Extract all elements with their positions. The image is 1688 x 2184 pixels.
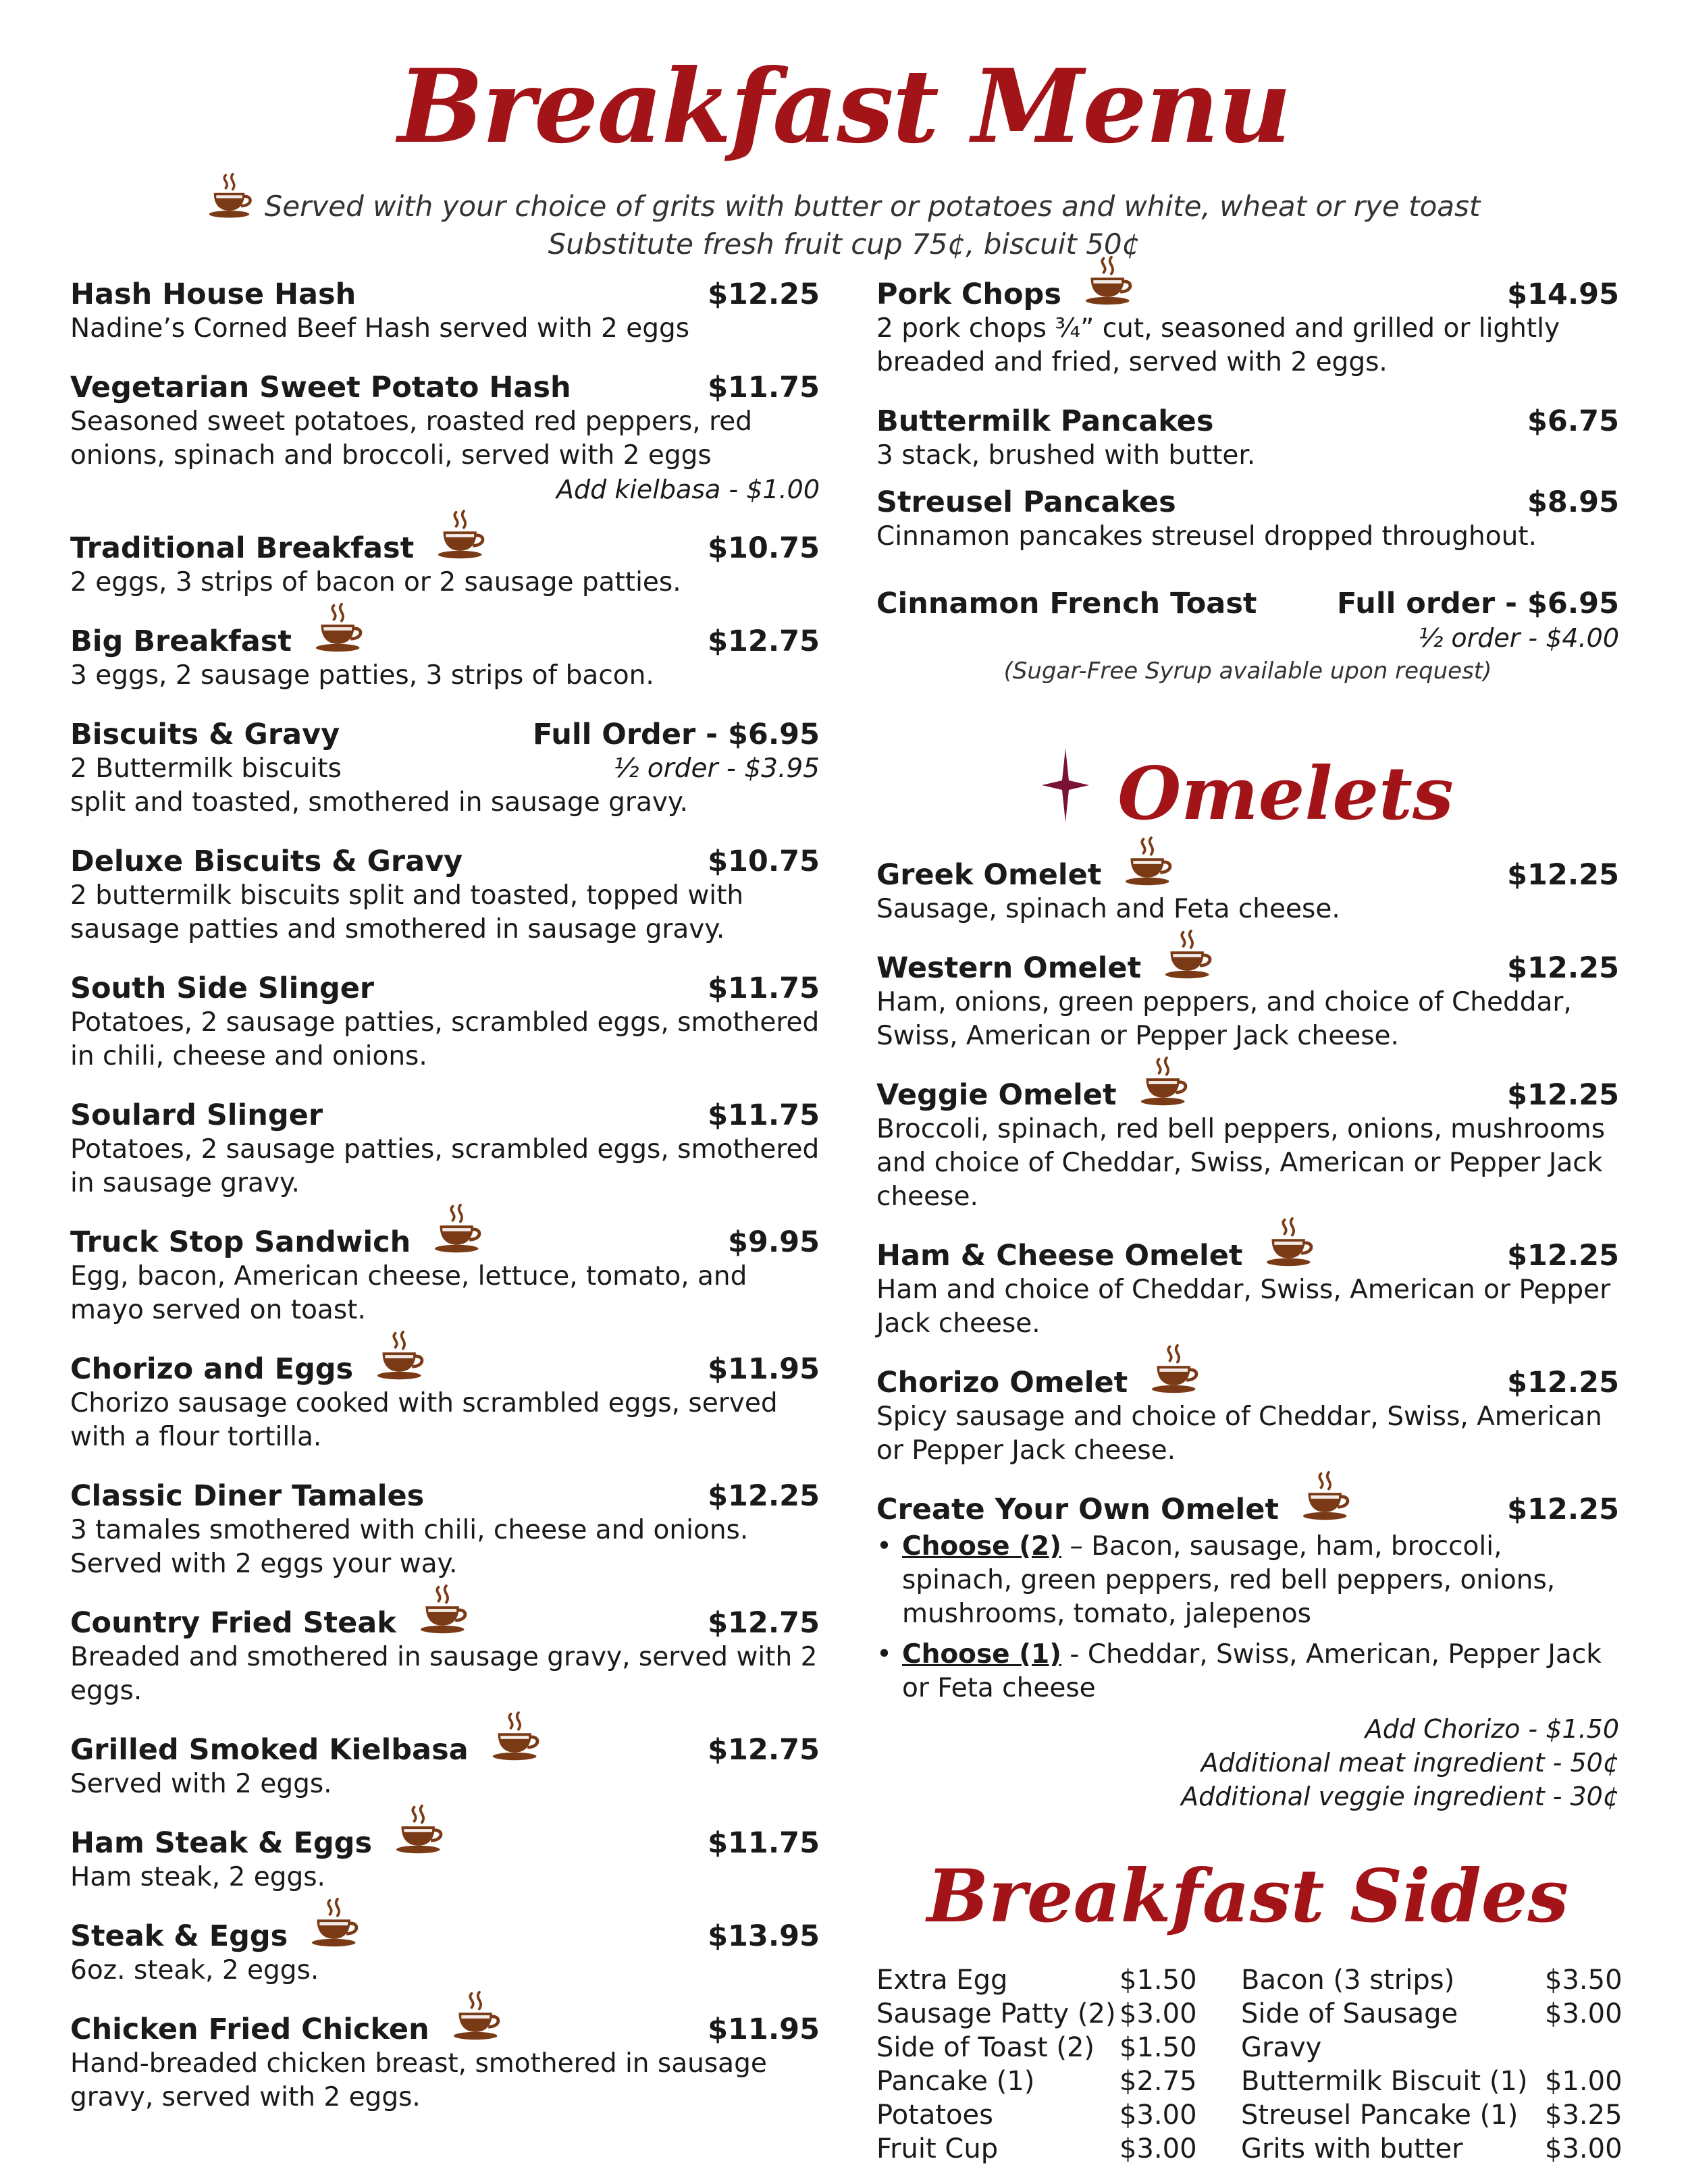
item-price: $12.75 (708, 624, 820, 658)
item-desc: Ham, onions, green peppers, and choice of Cheddar, Swiss, American or Pepper Jack cheese. (876, 987, 1572, 1051)
item-desc: Sausage, spinach and Feta cheese. (876, 894, 1340, 924)
coffee-cup-icon (376, 1331, 427, 1382)
item-desc: Potatoes, 2 sausage patties, scrambled eggs, smothered in sausage gravy. (70, 1134, 820, 1198)
side-row (1241, 2098, 1623, 2132)
coffee-cup-icon (437, 510, 488, 561)
sides-table (876, 1963, 1623, 2166)
item-name: Streusel Pancakes (876, 485, 1176, 519)
choice-label: Choose (2) (902, 1531, 1061, 1562)
item-desc: 6oz. steak, 2 eggs. (70, 1955, 319, 1986)
coffee-cup-icon (1084, 256, 1136, 307)
coffee-cup-icon (1124, 836, 1176, 888)
menu-item (876, 277, 1619, 379)
subtitle-line-2: Substitute fresh fruit cup 75¢, biscuit 50¢ (548, 228, 1140, 261)
side-name: Extra Egg (876, 1965, 1008, 1996)
menu-item (70, 971, 820, 1073)
item-price: $12.75 (708, 1606, 820, 1640)
item-name: Deluxe Biscuits & Gravy (70, 845, 463, 878)
side-price: $3.00 (1119, 2133, 1197, 2164)
addon-note: Additional veggie ingredient - 30¢ (1181, 1782, 1619, 1811)
item-desc: Potatoes, 2 sausage patties, scrambled eggs, smothered in chili, cheese and onions. (70, 1007, 820, 1071)
item-name: Chorizo and Eggs (70, 1352, 354, 1386)
menu-item (876, 951, 1619, 1053)
side-row (1241, 1963, 1623, 1997)
item-desc: 2 buttermilk biscuits split and toasted, topped with sausage patties and smothered in sausage gravy. (70, 880, 744, 944)
item-desc: split and toasted, smothered in sausage gravy. (70, 787, 688, 818)
item-name: Traditional Breakfast (70, 531, 415, 565)
side-name: Potatoes (876, 2100, 993, 2131)
side-name: Pancake (1) (876, 2066, 1035, 2097)
item-name: Soulard Slinger (70, 1098, 323, 1132)
side-name: Bacon (3 strips) (1241, 1965, 1455, 1996)
sides-title: Breakfast Sides (926, 1854, 1569, 1939)
menu-item (70, 717, 820, 820)
side-price: $3.00 (1545, 1998, 1623, 2029)
menu-right-column (876, 277, 1623, 2166)
menu-item (70, 370, 820, 506)
menu-item (70, 1919, 820, 1988)
item-name: Grilled Smoked Kielbasa (70, 1733, 469, 1767)
item-desc: Hand-breaded chicken breast, smothered in sausage gravy, served with 2 eggs. (70, 2048, 767, 2112)
side-price: $3.00 (1545, 2133, 1623, 2164)
side-name: Streusel Pancake (1) (1241, 2100, 1519, 2131)
item-price: $11.75 (708, 1098, 820, 1132)
side-price: $3.25 (1545, 2100, 1623, 2131)
item-name: Chorizo Omelet (876, 1366, 1128, 1400)
item-price: $12.75 (708, 1733, 820, 1767)
item-price: Full Order - $6.95 (532, 718, 820, 751)
item-price: $12.25 (708, 1479, 820, 1513)
item-price: $12.25 (1507, 858, 1619, 892)
menu-item (876, 1492, 1619, 1813)
menu-item (70, 1732, 820, 1801)
coffee-cup-icon (419, 1584, 471, 1636)
item-price: $8.95 (1527, 485, 1619, 519)
menu-left-column (70, 277, 820, 2139)
item-name: Biscuits & Gravy (70, 718, 340, 751)
side-row (876, 2031, 1197, 2065)
menu-item (70, 1605, 820, 1708)
coffee-cup-icon (1151, 1344, 1202, 1395)
item-desc: Cinnamon pancakes streusel dropped throughout. (876, 521, 1537, 552)
item-note: (Sugar-Free Syrup available upon request) (1003, 658, 1492, 685)
item-name: Cinnamon French Toast (876, 587, 1257, 620)
side-name: Side of Sausage Gravy (1241, 1998, 1458, 2063)
sides-column-left (876, 1963, 1197, 2166)
item-name: Chicken Fried Chicken (70, 2013, 429, 2046)
menu-item (70, 1479, 820, 1581)
side-price: $3.00 (1119, 1998, 1197, 2029)
item-desc: 2 pork chops ¾” cut, seasoned and grilled or lightly breaded and fried, served with 2 eggs. (876, 313, 1560, 377)
side-row (1241, 2065, 1623, 2098)
coffee-cup-icon (395, 1805, 446, 1856)
item-desc: 2 Buttermilk biscuits (70, 753, 342, 784)
item-desc: Breaded and smothered in sausage gravy, served with 2 eggs. (70, 1642, 818, 1706)
menu-item (876, 857, 1619, 926)
menu-item (876, 1238, 1619, 1341)
side-price: $1.50 (1119, 2032, 1197, 2063)
item-price: $14.95 (1507, 277, 1619, 311)
item-price: $12.25 (1507, 1493, 1619, 1526)
sparkle-star-icon (1042, 748, 1089, 840)
side-row (876, 2132, 1197, 2166)
item-desc: Ham steak, 2 eggs. (70, 1862, 325, 1892)
side-price: $3.00 (1119, 2100, 1197, 2131)
side-row (876, 1997, 1197, 2031)
side-price: $2.75 (1119, 2066, 1197, 2097)
item-price: $12.25 (708, 277, 820, 311)
item-name: Greek Omelet (876, 858, 1102, 892)
menu-item (70, 1098, 820, 1200)
item-desc: Egg, bacon, American cheese, lettuce, tomato, and mayo served on toast. (70, 1261, 747, 1325)
side-row (1241, 2132, 1623, 2166)
menu-item (876, 1077, 1619, 1214)
list-item: • Choose (1) - Cheddar, Swiss, American, Pepper Jack or Feta cheese (876, 1639, 1602, 1703)
item-name: Classic Diner Tamales (70, 1479, 425, 1513)
subtitle-line-1: Served with your choice of grits with butter or potatoes and white, wheat or rye toast (264, 190, 1481, 223)
sides-column-right (1241, 1963, 1623, 2166)
item-desc: Spicy sausage and choice of Cheddar, Swiss, American or Pepper Jack cheese. (876, 1402, 1602, 1466)
item-price: $10.75 (708, 845, 820, 878)
item-price: $10.75 (708, 531, 820, 565)
item-desc: Broccoli, spinach, red bell peppers, onions, mushrooms and choice of Cheddar, Swiss, American or Pepper Jack cheese. (876, 1114, 1606, 1212)
coffee-cup-icon (452, 1991, 504, 2042)
menu-item (70, 624, 820, 693)
side-name: Buttermilk Biscuit (1) (1241, 2066, 1528, 2097)
menu-item (70, 531, 820, 600)
menu-item (876, 404, 1619, 473)
item-desc: 3 stack, brushed with butter. (876, 440, 1256, 471)
menu-item (876, 485, 1619, 554)
item-desc: 3 tamales smothered with chili, cheese and onions. Served with 2 eggs your way. (70, 1515, 749, 1579)
item-price: $12.25 (1507, 1078, 1619, 1112)
menu-item (70, 1826, 820, 1894)
omelets-title: Omelets (1117, 751, 1454, 836)
item-price: $12.25 (1507, 951, 1619, 985)
coffee-cup-icon (433, 1204, 485, 1255)
coffee-cup-icon (208, 173, 255, 220)
addon-note: Add Chorizo - $1.50 (1365, 1714, 1619, 1744)
item-name: Western Omelet (876, 951, 1142, 985)
item-name: Buttermilk Pancakes (876, 404, 1214, 438)
item-price: $9.95 (727, 1225, 820, 1259)
item-price: $11.95 (708, 1352, 820, 1386)
menu-item (876, 1365, 1619, 1468)
menu-item (70, 1225, 820, 1327)
item-desc: Seasoned sweet potatoes, roasted red peppers, red onions, spinach and broccoli, served with 2 eggs (70, 406, 753, 471)
item-desc: 3 eggs, 2 sausage patties, 3 strips of bacon. (70, 660, 654, 691)
addon-note: Additional meat ingredient - 50¢ (1201, 1748, 1619, 1778)
menu-item (70, 844, 820, 947)
item-name: Veggie Omelet (876, 1078, 1117, 1112)
item-desc: 2 eggs, 3 strips of bacon or 2 sausage patties. (70, 567, 681, 597)
coffee-cup-icon (1164, 930, 1215, 981)
menu-item (70, 277, 820, 346)
coffee-cup-icon (311, 1898, 362, 1949)
item-price: $12.25 (1507, 1239, 1619, 1273)
choice-label: Choose (1) (902, 1639, 1061, 1670)
item-half-price: ½ order - $3.95 (613, 753, 820, 784)
menu-item (70, 2012, 820, 2114)
coffee-cup-icon (1265, 1217, 1317, 1269)
item-desc: Served with 2 eggs. (70, 1769, 332, 1799)
item-price: $11.75 (708, 971, 820, 1005)
item-name: Create Your Own Omelet (876, 1493, 1279, 1526)
item-name: Pork Chops (876, 277, 1061, 311)
item-name: Hash House Hash (70, 277, 357, 311)
item-name: Ham & Cheese Omelet (876, 1239, 1243, 1273)
side-row (876, 2065, 1197, 2098)
side-price: $3.50 (1545, 1965, 1623, 1996)
side-row (876, 1963, 1197, 1997)
item-price: $12.25 (1507, 1366, 1619, 1400)
item-name: Vegetarian Sweet Potato Hash (70, 371, 571, 404)
coffee-cup-icon (1140, 1057, 1191, 1108)
coffee-cup-icon (492, 1711, 543, 1763)
item-price: $13.95 (708, 1919, 820, 1953)
item-name: Truck Stop Sandwich (70, 1225, 411, 1259)
choice-text: – Bacon, sausage, ham, broccoli, spinach, green peppers, red bell peppers, onions, mushrooms, tomato, jalepenos (902, 1531, 1556, 1629)
item-price: Full order - $6.95 (1337, 587, 1619, 620)
omelets-heading (876, 748, 1619, 840)
item-half-price: ½ order - $4.00 (1418, 623, 1619, 653)
omelet-choices-list (876, 1530, 1619, 1705)
menu-item (70, 1352, 820, 1454)
subtitle (0, 173, 1688, 263)
item-name: Big Breakfast (70, 624, 292, 658)
side-name: Side of Toast (2) (876, 2032, 1095, 2063)
item-desc: Chorizo sausage cooked with scrambled eggs, served with a flour tortilla. (70, 1388, 778, 1452)
item-desc: Nadine’s Corned Beef Hash served with 2 eggs (70, 313, 690, 344)
list-item: • Choose (2) – Bacon, sausage, ham, broccoli, spinach, green peppers, red bell peppers, onions, mushrooms, tomato, jalepenos (876, 1531, 1556, 1629)
page-title: Breakfast Menu (398, 47, 1290, 166)
item-note: Add kielbasa - $1.00 (556, 475, 820, 504)
side-row (1241, 1997, 1623, 2065)
side-price: $1.00 (1545, 2066, 1623, 2097)
coffee-cup-icon (315, 603, 366, 654)
side-name: Grits with butter (1241, 2133, 1463, 2164)
choice-text: - Cheddar, Swiss, American, Pepper Jack or Feta cheese (902, 1639, 1602, 1703)
side-price: $1.50 (1119, 1965, 1197, 1996)
menu-item (876, 586, 1619, 687)
side-name: Sausage Patty (2) (876, 1998, 1116, 2029)
side-row (876, 2098, 1197, 2132)
side-name: Fruit Cup (876, 2133, 999, 2164)
item-price: $6.75 (1527, 404, 1619, 438)
item-price: $11.95 (708, 2013, 820, 2046)
coffee-cup-icon (1302, 1471, 1353, 1522)
item-name: Country Fried Steak (70, 1606, 396, 1640)
item-price: $11.75 (708, 1826, 820, 1860)
item-name: South Side Slinger (70, 971, 375, 1005)
item-name: Ham Steak & Eggs (70, 1826, 373, 1860)
item-desc: Ham and choice of Cheddar, Swiss, American or Pepper Jack cheese. (876, 1275, 1611, 1339)
item-name: Steak & Eggs (70, 1919, 288, 1953)
item-price: $11.75 (708, 371, 820, 404)
